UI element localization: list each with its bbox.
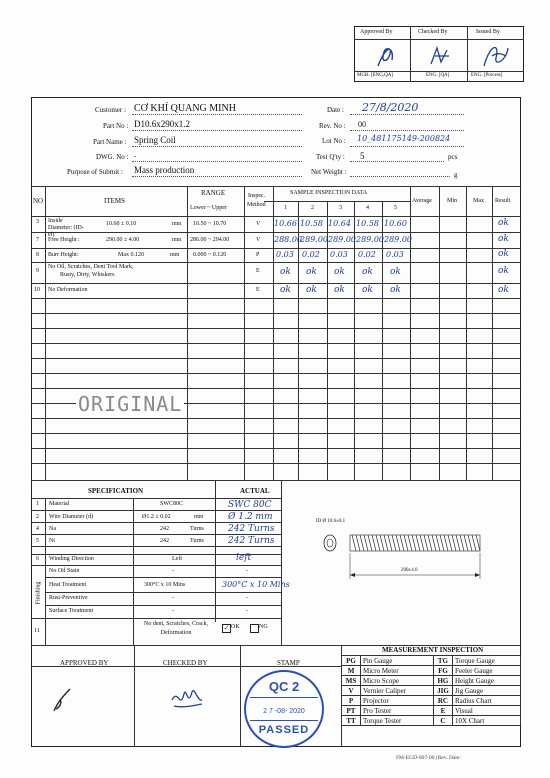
sample-value: 0.02 <box>302 250 320 259</box>
col-range: RANGE <box>201 189 226 197</box>
col-inspec: Inspec. <box>248 193 266 199</box>
rev-label: Rev. No : <box>319 122 346 130</box>
purpose-label: Purpose of Submit : <box>67 168 123 176</box>
lot-value: 10_481175149-200824 <box>357 134 451 143</box>
finish-actual: - <box>246 568 248 574</box>
spec-value: 242 <box>160 526 169 532</box>
actual-title: ACTUAL <box>240 487 270 495</box>
purpose-value: Mass production <box>134 165 195 175</box>
spec-unit: Turns <box>190 538 204 544</box>
sample-value: 10.66 <box>274 219 297 228</box>
tool-name: 10X Chart <box>452 716 520 726</box>
part-no-label: Part No : <box>103 122 129 130</box>
stamp-header: STAMP <box>277 659 300 667</box>
approved-by-bottom: APPROVED BY <box>60 659 109 667</box>
col-s1: 1 <box>284 205 287 211</box>
row-unit: mm <box>172 221 182 227</box>
dwg-value: - <box>134 152 137 160</box>
part-no-value: D10.6x290x1.2 <box>134 119 190 129</box>
tool-name: Projector <box>361 696 434 706</box>
sample-value: 10.58 <box>356 219 379 228</box>
sample-value: 0.03 <box>276 250 294 259</box>
stamp-top-text: QC 2 <box>268 679 300 694</box>
tool-name: Radius Chart <box>452 696 520 706</box>
spec-label: Na <box>49 526 56 532</box>
measurement-title: MEASUREMENT INSPECTION <box>382 646 484 654</box>
ok-checkbox[interactable]: ✓ <box>223 624 230 632</box>
sample-value: 288.00 <box>274 235 302 244</box>
tool-name: Height Gauge <box>452 676 520 686</box>
finish-label: No Oil Stain <box>49 568 80 574</box>
ok-label: OK <box>231 624 240 630</box>
row-range: 10.50 ~ 10.70 <box>193 221 227 227</box>
code: P <box>342 696 361 706</box>
code: TT <box>342 716 361 726</box>
spec-no: 1 <box>36 501 39 507</box>
ng-label: NG <box>259 624 268 630</box>
net-weight-unit: g <box>454 171 458 179</box>
sample-value: ok <box>306 285 317 295</box>
finish-spec: - <box>172 568 174 574</box>
checked-by-header: Checked By <box>418 29 448 35</box>
col-method: Method <box>247 202 266 208</box>
spec-actual: 242 Turns <box>228 536 275 546</box>
finish-label: Surface Treatment <box>49 608 94 614</box>
signature-approved <box>370 40 400 75</box>
spec-value: 242 <box>160 538 169 544</box>
ng-checkbox[interactable] <box>250 624 259 633</box>
sample-value: 289.00 <box>328 235 356 244</box>
row-method: V <box>256 237 261 243</box>
row-item: Inside Diameter: (ID-Ø) <box>48 218 84 238</box>
code: M <box>342 666 361 676</box>
customer-label: Customer : <box>95 106 126 114</box>
code: MS <box>342 676 361 686</box>
net-weight-label: Net Weight : <box>311 168 347 176</box>
code: E <box>433 706 452 716</box>
sample-value: ok <box>334 267 345 277</box>
code: V <box>342 686 361 696</box>
sample-value: 10.64 <box>328 219 351 228</box>
col-no: NO <box>33 197 44 205</box>
finish-actual: - <box>246 608 248 614</box>
original-watermark: ORIGINAL <box>78 392 183 416</box>
col-s4: 4 <box>366 205 369 211</box>
tool-name: Vernier Caliper <box>361 686 434 696</box>
spec-value: Left <box>172 556 182 562</box>
spec-no: 5 <box>36 538 39 544</box>
part-name-value: Spring Coil <box>134 135 176 145</box>
row-spec: 290.00 ± 4.00 <box>106 237 140 243</box>
date-value: 27/8/2020 <box>362 101 419 114</box>
code: JIG <box>433 686 452 696</box>
tool-name: Micro Meter <box>361 666 434 676</box>
spec-value: Ø1.2 ± 0.02 <box>142 514 171 520</box>
tool-name: Visual <box>452 706 520 716</box>
lot-label: Lot No : <box>322 137 346 145</box>
row-unit: mm <box>172 237 182 243</box>
tool-name: Feeler Gauge <box>452 666 520 676</box>
tool-name: Torque Gauge <box>452 656 520 666</box>
row-method: E <box>256 268 260 274</box>
spec-actual: left <box>236 553 252 563</box>
row11-label: No dent, Scratches, Crack, Deformation <box>144 621 208 636</box>
col-average: Average <box>412 198 432 204</box>
form-footer: FM-EGD-007-00 (Rev. Date: <box>396 755 461 761</box>
row-no: 8 <box>36 252 39 258</box>
tool-name: Micro Scope <box>361 676 434 686</box>
customer-value: CƠ KHÍ QUANG MINH <box>134 103 236 114</box>
spec-no: 4 <box>36 526 39 532</box>
spec-label: Winding Direction <box>49 556 94 562</box>
row-spec: 10.60 ± 0.10 <box>106 221 137 227</box>
test-qty-label: Test Q'ty : <box>316 153 345 161</box>
finish-label: Heat Treatment <box>49 582 87 588</box>
col-result: Result <box>495 198 511 204</box>
row-no: 3 <box>36 219 39 225</box>
sample-value: ok <box>334 285 345 295</box>
tool-name: Pro Tester <box>361 706 434 716</box>
spec-no: 6 <box>36 556 39 562</box>
row-result: ok <box>498 285 509 295</box>
spec-label: Nt <box>49 538 55 544</box>
row-result: ok <box>498 249 509 259</box>
approved-by-header: Approved By <box>360 29 393 35</box>
signature-approved-bottom <box>50 685 80 720</box>
col-sample: SAMPLE INSPECTION DATA <box>290 190 368 196</box>
col-s5: 5 <box>394 205 397 211</box>
sample-value: 289.00 <box>384 235 412 244</box>
part-name-label: Part Name : <box>93 138 127 146</box>
row-no: 7 <box>36 237 39 243</box>
row-item-line2: Rusty, Dirty, Whiskers <box>60 272 115 278</box>
finish-spec: - <box>172 595 174 601</box>
row-method: E <box>256 287 260 293</box>
finish-actual: 300°C x 10 Mins <box>222 580 290 589</box>
row-method: V <box>256 221 261 227</box>
code: FG <box>433 666 452 676</box>
checked-by-bottom: CHECKED BY <box>163 659 208 667</box>
code: PT <box>342 706 361 716</box>
row-unit: mm <box>170 252 180 258</box>
spec-actual: 242 Turns <box>228 524 275 534</box>
code: TG <box>433 656 452 666</box>
sample-value: 0.03 <box>330 250 348 259</box>
signature-checked-bottom <box>168 682 208 721</box>
spec-unit: mm <box>194 514 204 520</box>
spec-actual: Ø 1.2 mm <box>228 512 273 522</box>
spec-unit: Turns <box>190 526 204 532</box>
sample-value: ok <box>280 285 291 295</box>
spec-label: Wire Diameter (d) <box>49 514 94 520</box>
sample-value: 10.58 <box>300 219 323 228</box>
sample-value: ok <box>280 267 291 277</box>
col-max: Max <box>473 198 484 204</box>
row-no: 9 <box>36 268 39 274</box>
row11-no: 11 <box>34 628 40 634</box>
row-no: 10 <box>34 287 40 293</box>
finish-label: Rust-Preventive <box>49 595 88 601</box>
sample-value: ok <box>306 267 317 277</box>
tool-name: Jig Gauge <box>452 686 520 696</box>
measurement-table <box>341 655 521 726</box>
eng-process-label: ENG. [Process] <box>471 73 503 78</box>
col-min: Min <box>447 198 458 204</box>
finish-spec: - <box>172 608 174 614</box>
test-qty-value: 5 <box>360 151 365 161</box>
row-range: 286.00 ~ 294.00 <box>190 237 230 243</box>
stamp-bottom-text: PASSED <box>258 724 310 736</box>
drawing-length-label: 290±4.0 <box>401 568 418 573</box>
qc-passed-stamp <box>244 670 324 748</box>
specification-title: SPECIFICATION <box>88 487 144 495</box>
row-method: P <box>256 252 260 258</box>
sample-value: 289.00 <box>300 235 328 244</box>
sample-value: ok <box>362 285 373 295</box>
col-items: ITEMS <box>104 197 125 205</box>
col-s3: 3 <box>339 205 342 211</box>
stamp-date: 2 7 -08- 2020 <box>263 708 305 715</box>
date-label: Date : <box>327 106 344 114</box>
drawing-id-label: ID Ø 10.6±0.1 <box>316 519 346 524</box>
eng-qa-label: ENG. [QA] <box>426 73 450 78</box>
spec-no: 2 <box>36 514 39 520</box>
spec-value: SWC80C <box>160 501 184 507</box>
row-spec: Max 0.120 <box>118 252 144 258</box>
mgr-label: MGR. [ENG,QA] <box>357 73 393 78</box>
tool-name: Pin Gauge <box>361 656 434 666</box>
row-result: ok <box>498 266 509 276</box>
issued-by-header: Issued By <box>476 29 500 35</box>
row-item: No Deformation <box>48 287 88 293</box>
code: HG <box>433 676 452 686</box>
sample-value: ok <box>390 285 401 295</box>
dwg-label: DWG. No : <box>96 153 129 161</box>
code: PG <box>342 656 361 666</box>
sample-value: ok <box>362 267 373 277</box>
spec-actual: SWC 80C <box>228 500 272 510</box>
finish-spec: 300°C x 10 Mins <box>144 582 186 588</box>
row-item: Free Height : <box>48 237 80 243</box>
spec-label: Material <box>49 501 70 507</box>
code: RC <box>433 696 452 706</box>
sample-value: 289.00 <box>356 235 384 244</box>
finishing-label: Finishing <box>35 581 42 605</box>
code: C <box>433 716 452 726</box>
sample-value: 0.03 <box>386 250 404 259</box>
row-range: 0.000 ~ 0.120 <box>193 252 227 258</box>
row-item: No Oil, Scratches, Dent Tool Mark, <box>48 264 134 270</box>
sample-value: 0.02 <box>358 250 376 259</box>
signature-checked <box>425 40 455 75</box>
test-qty-unit: pcs <box>448 153 458 161</box>
rev-value: 00 <box>358 120 366 129</box>
signature-issued <box>480 40 512 75</box>
row-result: ok <box>498 234 509 244</box>
col-range-sub: Lower ~ Upper <box>190 205 227 211</box>
sample-value: 10.60 <box>384 219 407 228</box>
row-item: Burr Height: <box>48 252 79 258</box>
sample-value: ok <box>390 267 401 277</box>
finish-actual: - <box>246 595 248 601</box>
col-s2: 2 <box>311 205 314 211</box>
tool-name: Torque Tester <box>361 716 434 726</box>
row-result: ok <box>498 218 509 228</box>
spring-drawing <box>310 515 500 595</box>
